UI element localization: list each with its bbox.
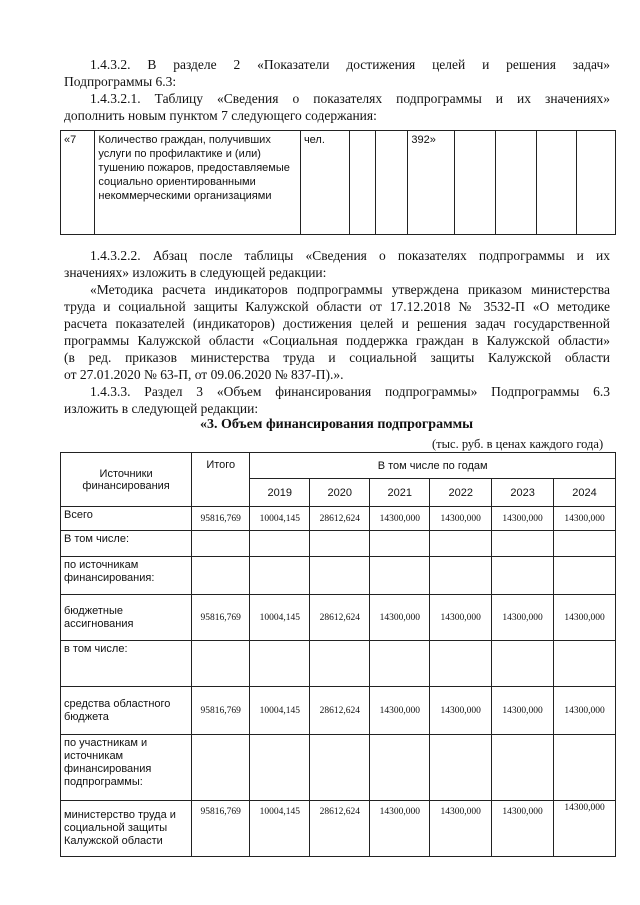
- row-value: [310, 641, 370, 687]
- row-value: [310, 735, 370, 801]
- paragraph-2-line-1: 1.4.3.2.1. Таблицу «Сведения о показателях подпрограммы и их значениях»: [90, 91, 610, 106]
- row-label: В том числе:: [61, 531, 192, 557]
- row-value: 14300,000: [554, 507, 616, 531]
- row-value: [250, 531, 310, 557]
- header-year: 2021: [370, 479, 430, 507]
- row-value: 14300,000: [492, 687, 554, 735]
- finance-table: [60, 452, 616, 857]
- row-label: по участникам и источникам финансирования подпрограммы:: [61, 735, 192, 801]
- table-row: [61, 735, 616, 801]
- header-year: 2024: [554, 479, 616, 507]
- row-value: [430, 557, 492, 595]
- table-row: [61, 557, 616, 595]
- row-value: 14300,000: [554, 687, 616, 735]
- table-row: [61, 687, 616, 735]
- paragraph-4-line-3: расчета показателей (индикаторов) достижения целей и решения задач государственной: [64, 316, 610, 331]
- row-value: 14300,000: [370, 507, 430, 531]
- row-value: 10004,145: [250, 801, 310, 857]
- row-value: 14300,000: [430, 507, 492, 531]
- row-total: [192, 641, 250, 687]
- row-total: 95816,769: [192, 507, 250, 531]
- paragraph-4-line-1: «Методика расчета индикаторов подпрограммы утверждена приказом министерства: [90, 282, 610, 297]
- table-row: [61, 595, 616, 641]
- paragraph-4-line-5: (в ред. приказов министерства труда и социальной защиты Калужской области: [64, 350, 610, 365]
- row-total: [192, 735, 250, 801]
- indicator-unit: чел.: [300, 131, 349, 235]
- table-row: [61, 801, 616, 857]
- header-year: 2019: [250, 479, 310, 507]
- table-row: [61, 507, 616, 531]
- row-label: по источникам финансирования:: [61, 557, 192, 595]
- row-value: 28612,624: [310, 801, 370, 857]
- row-value: 14300,000: [554, 595, 616, 641]
- indicator-empty-cell: [376, 131, 408, 235]
- paragraph-4-line-2: труда и социальной защиты Калужской области от 17.12.2018 № 3532-П «О методике: [64, 299, 610, 314]
- paragraph-2-line-2: дополнить новым пунктом 7 следующего содержания:: [64, 108, 377, 123]
- row-value: [492, 641, 554, 687]
- row-value: [554, 531, 616, 557]
- row-value: 28612,624: [310, 687, 370, 735]
- row-value: 14300,000: [430, 687, 492, 735]
- paragraph-4-line-6: от 27.01.2020 № 63-П, от 09.06.2020 № 837-П).».: [64, 367, 344, 382]
- row-label: в том числе:: [61, 641, 192, 687]
- row-value: 14300,000: [430, 595, 492, 641]
- indicator-name: Количество граждан, получивших услуги по профилактике и (или) тушению пожаров, предоставляемые социально ориентированными некоммерческими организациями: [95, 131, 301, 235]
- row-total: 95816,769: [192, 801, 250, 857]
- row-value: [370, 641, 430, 687]
- row-value: [250, 735, 310, 801]
- row-value: 10004,145: [250, 595, 310, 641]
- table-row: [61, 531, 616, 557]
- row-value: 14300,000: [370, 687, 430, 735]
- indicator-row: [61, 131, 616, 235]
- row-value: [492, 531, 554, 557]
- row-value: [370, 735, 430, 801]
- indicator-empty-cell: [455, 131, 496, 235]
- indicator-table: [60, 130, 616, 235]
- indicator-empty-cell: [495, 131, 536, 235]
- row-value: [554, 735, 616, 801]
- row-label: министерство труда и социальной защиты Калужской области: [61, 801, 192, 857]
- row-value: [554, 641, 616, 687]
- row-value: 10004,145: [250, 687, 310, 735]
- header-year: 2020: [310, 479, 370, 507]
- row-value: 14300,000: [492, 507, 554, 531]
- table-row: [61, 641, 616, 687]
- row-value: [250, 557, 310, 595]
- row-value: 14300,000: [492, 801, 554, 857]
- row-value: 28612,624: [310, 507, 370, 531]
- row-value: 14300,000: [492, 595, 554, 641]
- row-value: [492, 735, 554, 801]
- header-year: 2023: [492, 479, 554, 507]
- indicator-empty-cell: [536, 131, 577, 235]
- row-total: 95816,769: [192, 595, 250, 641]
- row-label: средства областного бюджета: [61, 687, 192, 735]
- row-value: 10004,145: [250, 507, 310, 531]
- row-value: [370, 557, 430, 595]
- paragraph-5-line-1: 1.4.3.3. Раздел 3 «Объем финансирования подпрограммы» Подпрограммы 6.3: [90, 384, 610, 399]
- row-value: [250, 641, 310, 687]
- row-value: [554, 557, 616, 595]
- paragraph-4-line-4: программы Калужской области «Социальная поддержка граждан в Калужской области»: [64, 333, 610, 348]
- section-title: «3. Объем финансирования подпрограммы: [200, 417, 474, 432]
- row-value: [370, 531, 430, 557]
- row-total: 95816,769: [192, 687, 250, 735]
- paragraph-1-line-1: 1.4.3.2. В разделе 2 «Показатели достижения целей и решения задач»: [90, 57, 610, 72]
- paragraph-1-line-2: Подпрограммы 6.3:: [64, 74, 177, 89]
- indicator-value: 392»: [408, 131, 455, 235]
- paragraph-3-line-1: 1.4.3.2.2. Абзац после таблицы «Сведения о показателях подпрограммы и их: [90, 248, 610, 263]
- row-value: 14300,000: [370, 801, 430, 857]
- header-years-group: В том числе по годам: [250, 453, 616, 479]
- row-value: [310, 531, 370, 557]
- row-total: [192, 531, 250, 557]
- units-note: (тыс. руб. в ценах каждого года): [432, 437, 604, 451]
- header-year: 2022: [430, 479, 492, 507]
- indicator-empty-cell: [349, 131, 375, 235]
- row-value: [492, 557, 554, 595]
- paragraph-5-line-2: изложить в следующей редакции:: [64, 401, 259, 416]
- row-value: 14300,000: [430, 801, 492, 857]
- row-value: 28612,624: [310, 595, 370, 641]
- paragraph-3-line-2: значениях» изложить в следующей редакции:: [64, 265, 327, 280]
- indicator-empty-cell: [577, 131, 616, 235]
- row-value: 14300,000: [554, 801, 616, 857]
- row-label: бюджетные ассигнования: [61, 595, 192, 641]
- row-value: [310, 557, 370, 595]
- finance-header-row: [61, 453, 616, 479]
- header-total: Итого: [192, 453, 250, 507]
- row-value: [430, 641, 492, 687]
- row-value: [430, 735, 492, 801]
- row-label: Всего: [61, 507, 192, 531]
- row-value: [430, 531, 492, 557]
- indicator-number: «7: [61, 131, 95, 235]
- header-sources: Источники финансирования: [61, 453, 192, 507]
- row-total: [192, 557, 250, 595]
- row-value: 14300,000: [370, 595, 430, 641]
